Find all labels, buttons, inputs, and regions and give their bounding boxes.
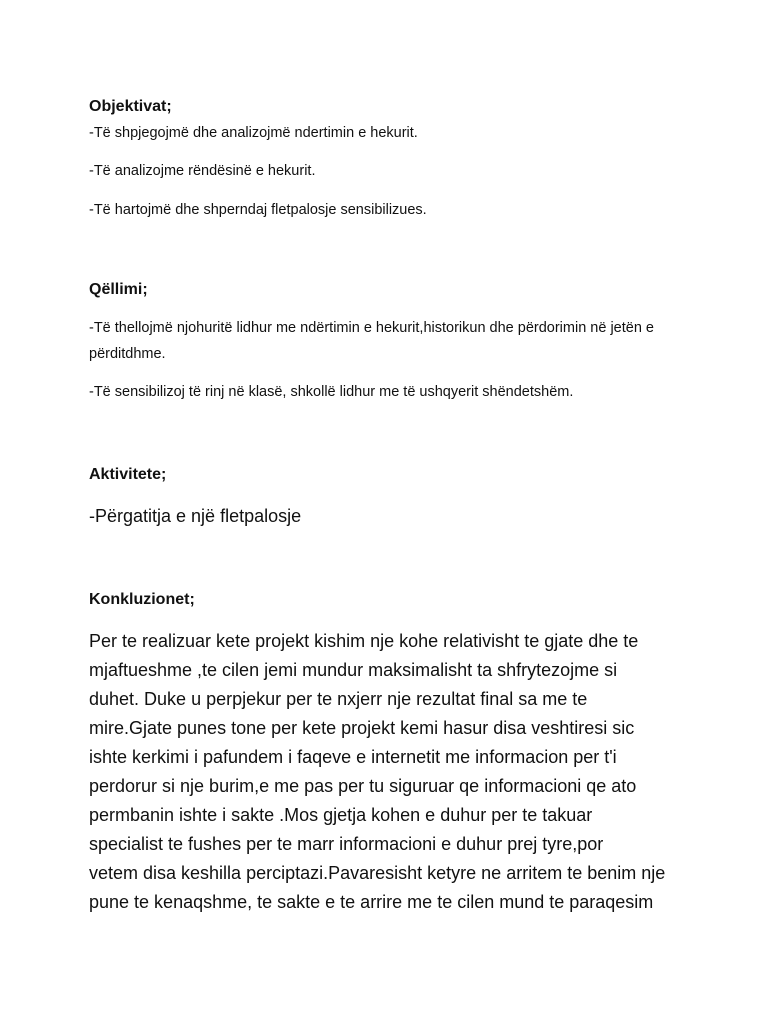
- section-heading: Qëllimi;: [89, 281, 148, 298]
- qellimi-item: [89, 379, 689, 405]
- objektivat-item: [89, 158, 689, 184]
- list-item: -Të hartojmë dhe shperndaj fletpalosje sensibilizues.: [89, 202, 427, 218]
- list-item: -Të sensibilizoj të rinj në klasë, shkollë lidhur me të ushqyerit shëndetshëm.: [89, 384, 574, 400]
- section-heading: Aktivitete;: [89, 466, 167, 483]
- list-item: -Përgatitja e një fletpalosje: [89, 506, 302, 526]
- list-item: -Të shpjegojmë dhe analizojmë ndertimin e hekurit.: [89, 125, 418, 141]
- konkluzionet-paragraph: [89, 627, 709, 917]
- paragraph-line: ishte kerkimi i pafundem i faqeve e internetit me informacion per t'i: [89, 747, 617, 767]
- section-heading: Konkluzionet;: [89, 591, 195, 608]
- qellimi-item: [89, 315, 669, 367]
- paragraph-line: Per te realizuar kete projekt kishim nje kohe relativisht te gjate dhe te: [89, 631, 639, 651]
- paragraph-line: duhet. Duke u perpjekur per te nxjerr nje rezultat final sa me te: [89, 689, 588, 709]
- aktivitete-item: [89, 502, 689, 531]
- paragraph-line: permbanin ishte i sakte .Mos gjetja kohen e duhur per te takuar: [89, 805, 593, 825]
- objektivat-item: [89, 120, 689, 146]
- section-aktivitete: [89, 465, 689, 485]
- paragraph-line: perdorur si nje burim,e me pas per tu siguruar qe informacioni qe ato: [89, 776, 637, 796]
- paragraph-line: specialist te fushes per te marr informacioni e duhur prej tyre,por: [89, 834, 604, 854]
- objektivat-item: [89, 197, 689, 223]
- list-item: -Të thellojmë njohuritë lidhur me ndërtimin e hekurit,historikun dhe përdorimin në jetën e përditdhme.: [89, 320, 654, 362]
- section-heading: Objektivat;: [89, 98, 172, 115]
- section-konkluzionet: [89, 590, 689, 610]
- paragraph-line: mire.Gjate punes tone per kete projekt kemi hasur disa veshtiresi sic: [89, 718, 635, 738]
- paragraph-line: pune te kenaqshme, te sakte e te arrire me te cilen mund te paraqesim: [89, 892, 654, 912]
- paragraph-line: mjaftueshme ,te cilen jemi mundur maksimalisht ta shfrytezojme si: [89, 660, 618, 680]
- paragraph-line: vetem disa keshilla perciptazi.Pavaresisht ketyre ne arritem te benim nje: [89, 863, 666, 883]
- list-item: -Të analizojme rëndësinë e hekurit.: [89, 163, 316, 179]
- section-qellimi: [89, 280, 689, 300]
- section-objektivat: [89, 97, 689, 117]
